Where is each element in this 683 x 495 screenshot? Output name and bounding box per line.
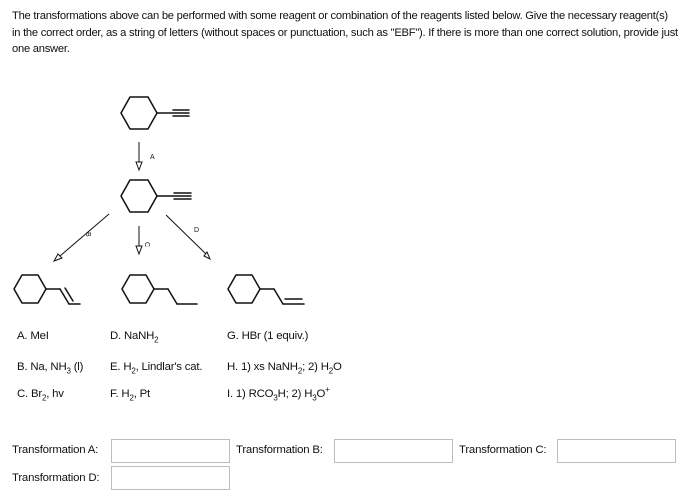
- transformation-a-input[interactable]: [111, 439, 230, 463]
- instructions-text: The transformations above can be performed with some reagent or combination of the reagents listed below. Give the necessary reagent(s) in the correct order, as a string of letters (without spaces or punctuation, such as "EBF"). If there is more than one correct solution, provide just one answer.: [12, 10, 678, 55]
- reagent-a: A. MeI: [17, 330, 49, 342]
- transformation-b-label: Transformation B:: [236, 444, 323, 456]
- transformation-d-input[interactable]: [111, 466, 230, 490]
- cyclohexane-ring: [121, 97, 157, 129]
- transformation-d-label: Transformation D:: [12, 472, 100, 484]
- reagent-i: I. 1) $RCO_3H$; 2) $H_3O^+$: [227, 385, 330, 403]
- reagent-f: F. $H_2$, Pt: [110, 388, 150, 403]
- transformation-a-label: Transformation A:: [12, 444, 99, 456]
- reagent-d: D. NaNH$_2$: [110, 330, 159, 345]
- reagent-e: E. $H_2$, Lindlar's cat.: [110, 361, 203, 376]
- arrow-d: [166, 215, 206, 254]
- cyclohexane-ring: [122, 275, 154, 303]
- cyclohexane-ring: [121, 180, 157, 212]
- cyclohexane-ring: [228, 275, 260, 303]
- reagent-c: C. $Br_2$, hv: [17, 388, 64, 403]
- arrow-label-a: A: [150, 154, 155, 161]
- reagent-g: G. HBr (1 equiv.): [227, 330, 309, 342]
- cyclohexane-ring: [14, 275, 46, 303]
- transformation-c-input[interactable]: [557, 439, 676, 463]
- arrow-label-b: B: [84, 232, 91, 237]
- reagent-h: H. 1) xs NaNH$_2$; 2) $H_2O$: [227, 361, 342, 376]
- arrow-label-d: D: [194, 227, 200, 234]
- transformation-c-label: Transformation C:: [459, 444, 547, 456]
- reagent-b: B. Na, $NH_3$ (l): [17, 361, 84, 376]
- transformation-b-input[interactable]: [334, 439, 453, 463]
- arrow-label-c: C: [143, 242, 150, 248]
